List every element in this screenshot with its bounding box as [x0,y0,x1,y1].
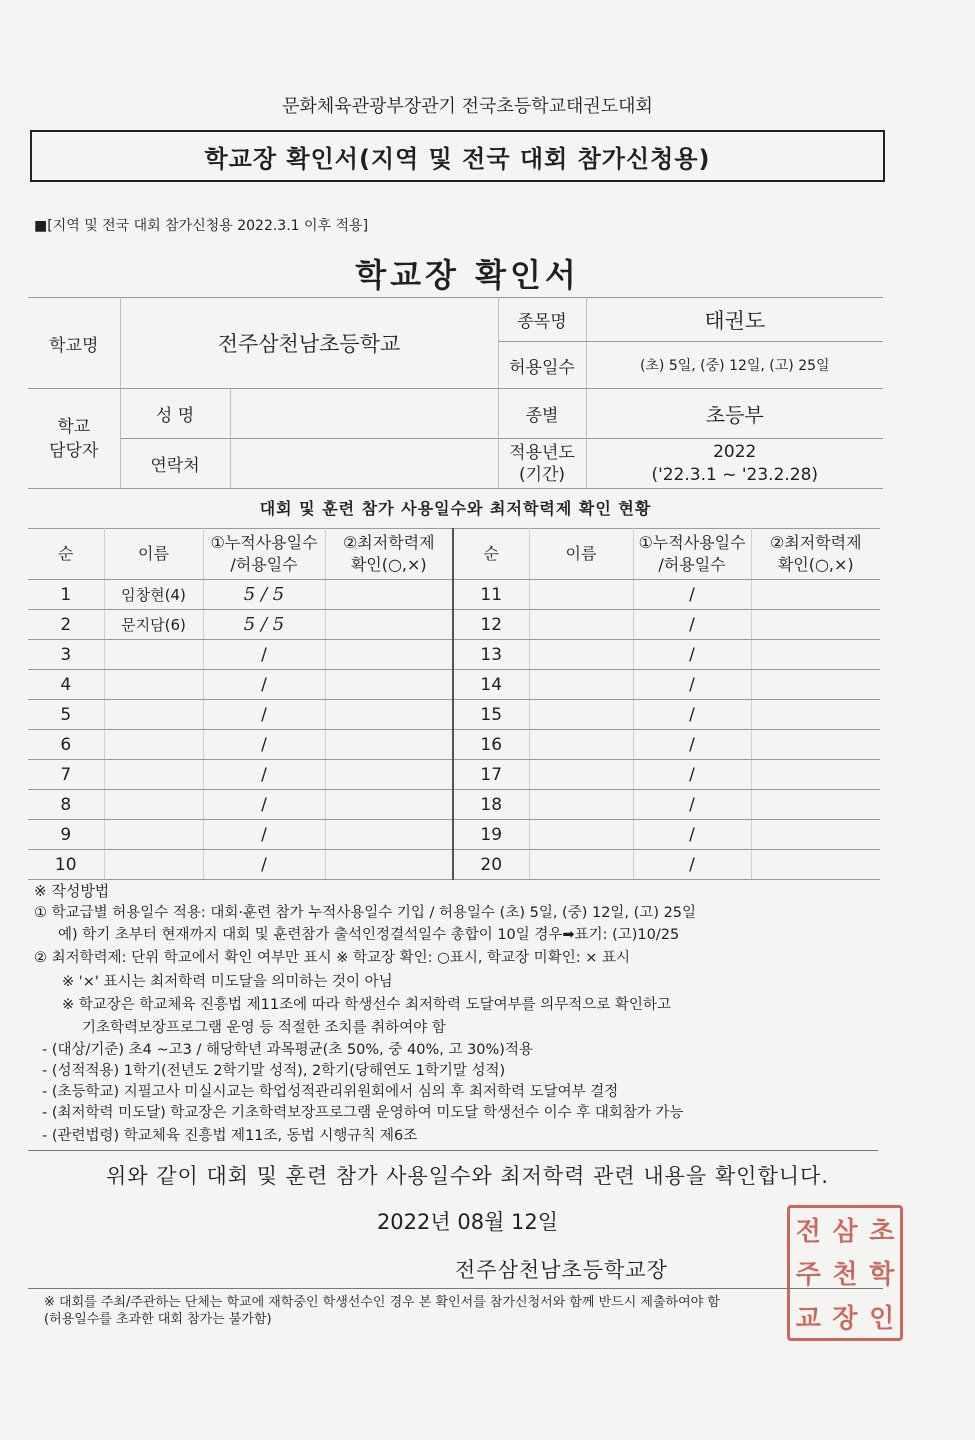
student-name [529,850,633,880]
row-number: 15 [453,700,529,730]
academic-check [325,580,453,610]
contact-label: 연락처 [120,439,230,489]
status-title: 대회 및 훈련 참가 사용일수와 최저학력제 확인 현황 [259,499,652,518]
row-number: 17 [453,760,529,790]
division-label: 종별 [498,389,586,439]
student-name [529,820,633,850]
manager-name-value[interactable] [230,389,498,439]
table-row [28,760,880,790]
academic-check [325,790,453,820]
document-title-box [30,130,885,182]
applicable-note: ■[지역 및 전국 대회 참가신청용 2022.3.1 이후 적용] [34,218,369,234]
note-line: - (대상/기준) 초4 ~고3 / 해당학년 과목평균(초 50%, 중 40%, 고 30%)적용 [42,1042,533,1058]
student-name [529,760,633,790]
row-number: 5 [28,700,104,730]
table-row [28,790,880,820]
event-title: 문화체육관광부장관기 전국초등학교태권도대회 [282,96,653,117]
school-info-table [28,297,883,489]
row-number: 9 [28,820,104,850]
student-name [529,580,633,610]
student-name [104,640,203,670]
academic-check [751,730,880,760]
document-title: 학교장 확인서(지역 및 전국 대회 참가신청용) [204,144,711,173]
note-line: - (초등학교) 지필고사 미실시교는 학업성적관리위원회에서 심의 후 최저학력 도달여부 결정 [42,1084,619,1100]
used-days: / [203,700,325,730]
used-days: / [203,790,325,820]
student-name [529,700,633,730]
main-title: 학교장 확인서 [355,256,580,294]
row-number: 6 [28,730,104,760]
table-row [28,610,880,640]
used-days: / [203,670,325,700]
used-days: / [203,640,325,670]
student-name: 임창현(4) [104,580,203,610]
student-name [104,850,203,880]
academic-check [751,790,880,820]
row-number: 11 [453,580,529,610]
used-days: / [633,730,751,760]
academic-check [325,610,453,640]
used-days: / [633,790,751,820]
used-days: / [203,850,325,880]
school-name-value: 전주삼천남초등학교 [120,298,498,389]
note-line: - (관련법령) 학교체육 진흥법 제11조, 동법 시행규칙 제6조 [42,1128,418,1144]
row-number: 4 [28,670,104,700]
used-days: / [633,580,751,610]
academic-check [751,670,880,700]
academic-check [751,850,880,880]
academic-check [325,730,453,760]
used-days: / [633,610,751,640]
year-value: 2022 ('22.3.1 ~ '23.2.28) [586,439,883,489]
student-name [529,670,633,700]
table-row [28,820,880,850]
row-number: 12 [453,610,529,640]
used-days: / [633,670,751,700]
student-name [104,700,203,730]
table-row [28,640,880,670]
row-number: 3 [28,640,104,670]
row-number: 10 [28,850,104,880]
used-days: 5 / 5 [203,610,325,640]
note-line: - (최저학력 미도달) 학교장은 기초학력보장프로그램 운영하여 미도달 학생선수 이수 후 대회참가 가능 [42,1105,684,1121]
note-line: - (성적적용) 1학기(전년도 2학기말 성적), 2학기(당해연도 1학기말 성적) [42,1063,506,1079]
school-name-label: 학교명 [28,298,120,389]
table-row [28,580,880,610]
used-days: / [633,820,751,850]
note-line: ② 최저학력제: 단위 학교에서 확인 여부만 표시 ※ 학교장 확인: ○표시, 학교장 미확인: × 표시 [34,950,630,966]
signer-name: 전주삼천남초등학교장 [455,1258,668,1282]
row-number: 2 [28,610,104,640]
sport-label: 종목명 [498,298,586,342]
academic-check [325,640,453,670]
student-name: 문지담(6) [104,610,203,640]
table-row [28,700,880,730]
table-row [28,730,880,760]
confirmation-statement: 위와 같이 대회 및 훈련 참가 사용일수와 최저학력 관련 내용을 확인합니다. [105,1164,829,1188]
academic-check [751,760,880,790]
used-days: 5 / 5 [203,580,325,610]
allowed-days-value: (초) 5일, (중) 12일, (고) 25일 [586,342,883,389]
used-days: / [203,820,325,850]
academic-check [751,820,880,850]
student-name [104,760,203,790]
manager-name-label: 성 명 [120,389,230,439]
header-used-days: ①누적사용일수 /허용일수 [203,529,325,580]
row-number: 14 [453,670,529,700]
header-academic: ②최저학력제 확인(○,×) [751,529,880,580]
notes-heading: ※ 작성방법 [34,882,110,900]
row-number: 7 [28,760,104,790]
manager-label: 학교 담당자 [28,389,120,489]
academic-check [751,640,880,670]
contact-value[interactable] [230,439,498,489]
row-number: 16 [453,730,529,760]
note-line: ※ '×' 표시는 최저학력 미도달을 의미하는 것이 아님 [62,974,393,990]
student-name [104,670,203,700]
used-days: / [633,640,751,670]
allowed-days-label: 허용일수 [498,342,586,389]
header-name: 이름 [529,529,633,580]
used-days: / [203,760,325,790]
row-number: 13 [453,640,529,670]
header-order: 순 [453,529,529,580]
academic-check [325,760,453,790]
note-line: 기초학력보장프로그램 운영 등 적절한 조치를 취하여야 함 [82,1020,446,1036]
header-used-days: ①누적사용일수 /허용일수 [633,529,751,580]
table-row [28,670,880,700]
row-number: 1 [28,580,104,610]
academic-check [325,820,453,850]
student-name [529,790,633,820]
student-name [104,730,203,760]
student-name [529,640,633,670]
academic-check [751,610,880,640]
header-academic: ②최저학력제 확인(○,×) [325,529,453,580]
sport-value: 태권도 [586,298,883,342]
student-name [529,610,633,640]
row-number: 18 [453,790,529,820]
used-days: / [203,730,325,760]
issue-date: 2022년 08월 12일 [376,1210,559,1234]
student-name [529,730,633,760]
row-number: 8 [28,790,104,820]
note-line: ※ 학교장은 학교체육 진흥법 제11조에 따라 학생선수 최저학력 도달여부를 의무적으로 확인하고 [62,997,671,1013]
divider [28,1150,878,1151]
academic-check [751,700,880,730]
year-label: 적용년도 (기간) [498,439,586,489]
row-number: 20 [453,850,529,880]
official-seal-stamp: 전 삼 초 주 천 학 교 장 인 [787,1205,903,1341]
row-number: 19 [453,820,529,850]
header-order: 순 [28,529,104,580]
student-name [104,820,203,850]
used-days: / [633,850,751,880]
academic-check [751,580,880,610]
academic-check [325,850,453,880]
academic-check [325,700,453,730]
table-row [28,850,880,880]
academic-check [325,670,453,700]
used-days: / [633,760,751,790]
header-name: 이름 [104,529,203,580]
used-days: / [633,700,751,730]
footer-divider [28,1288,883,1289]
status-table [28,528,880,880]
footer-note: ※ 대회를 주최/주관하는 단체는 학교에 재학중인 학생선수인 경우 본 확인서를 참가신청서와 함께 반드시 제출하여야 함 (허용일수를 초과한 대회 참가는 불가함) [44,1295,720,1327]
division-value: 초등부 [586,389,883,439]
student-name [104,790,203,820]
note-line: ① 학교급별 허용일수 적용: 대회·훈련 참가 누적사용일수 기입 / 허용일수 (초) 5일, (중) 12일, (고) 25일 [34,905,697,921]
note-line: 예) 학기 초부터 현재까지 대회 및 훈련참가 출석인정결석일수 총합이 10일 경우➡표기: (고)10/25 [58,927,680,943]
